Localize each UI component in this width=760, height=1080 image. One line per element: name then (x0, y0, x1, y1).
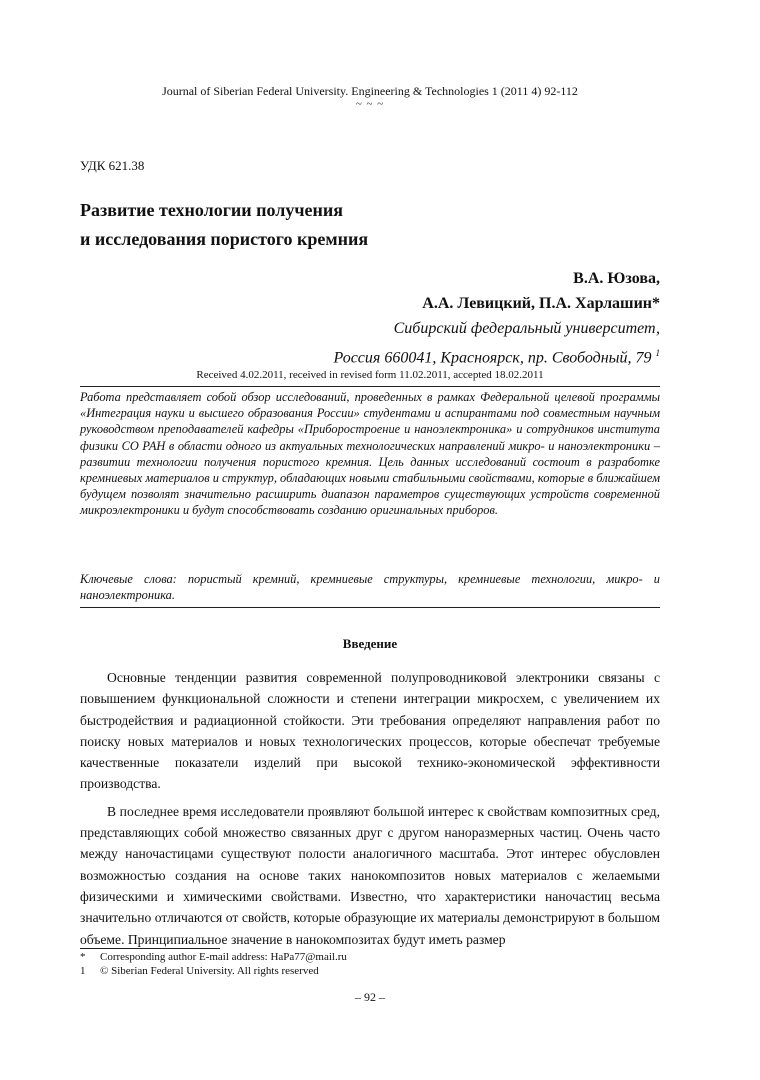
abstract-bottom-rule (80, 607, 660, 608)
affiliation-address: Россия 660041, Красноярск, пр. Свободный, 79 (333, 349, 652, 367)
affiliation-line-2 (334, 341, 661, 370)
abstract: Работа представляет собой обзор исследований, проведенных в рамках Федеральной целевой программы «Интеграция науки и высшего образования России» студентами и аспирантами под совместным научным руководством преподавателей кафедры «Приборостроение и наноэлектроника» и сотрудников института физики СО РАН в области одного из актуальных технологических направлений микро- и наноэлектроники – развитии технологии получения пористого кремния. Цель данных исследований состоит в разработке кремниевых материалов и структур, обладающих новыми стабильными свойствами, которые в ближайшем будущем позволят значительно расширить диапазон параметров существующих устройств современной микроэлектроники и будут способствовать созданию оригинальных приборов. (80, 390, 660, 518)
abstract-top-rule (80, 386, 660, 387)
udk-code: УДК 621.38 (80, 158, 145, 173)
footnotes (80, 951, 347, 978)
affiliation-line-1: Сибирский федеральный университет, (393, 320, 660, 337)
authors-block (334, 266, 661, 370)
title-line-2: и исследования пористого кремния (80, 229, 369, 249)
section-title: Введение (342, 636, 398, 651)
paragraph: Основные тенденции развития современной полупроводниковой электроники связаны с повышением функциональной сложности и степени интеграции микросхем, с увеличением их быстродействия и радиационной стойкости. Эти требования определяют направления работ по поиску новых материалов и новых технологических процессов, которые обеспечат требуемые качественные показатели изделий при высокой технико-экономической эффективности производства. (80, 670, 660, 792)
title-line-1: Развитие технологии получения (80, 200, 343, 220)
footnote-text: © Siberian Federal University. All rights reserved (100, 964, 319, 977)
body-text (80, 667, 660, 956)
footnote (80, 965, 347, 979)
footnote-text: Corresponding author E-mail address: HaPa77@mail.ru (100, 951, 347, 963)
authors-line-1: В.А. Юзова, (573, 270, 660, 287)
received-dates: Received 4.02.2011, received in revised form 11.02.2011, accepted 18.02.2011 (196, 369, 544, 381)
footnote-mark: * (80, 951, 86, 963)
paragraph: В последнее время исследователи проявляют большой интерес к свойствам композитных сред, представляющих собой множество связанных друг с другом наноразмерных частиц. Очень часто между наночастицами существуют полости аналогичного масштаба. Этот интерес обусловлен возможностью создания на основе таких нанокомпозитов новых материалов с желаемыми физическими и химическими свойствами. Известно, что характеристики наночастиц весьма значительно отличаются от свойств, которые образующие их материалы демонстрируют в большом объеме. Принципиальное значение в нанокомпозитах будут иметь размер (80, 803, 660, 947)
affiliation-footnote-mark: 1 (655, 348, 660, 358)
authors-line-2: А.А. Левицкий, П.А. Харлашин* (422, 295, 660, 312)
page-number: – 92 – (355, 990, 385, 1004)
header-separator: ~ ~ ~ (355, 98, 385, 110)
paper-title (80, 196, 368, 254)
footnote (80, 951, 347, 965)
journal-header: Journal of Siberian Federal University. Engineering & Technologies 1 (2011 4) 92-112 (162, 84, 578, 98)
footnote-rule (80, 948, 220, 949)
footnote-mark: 1 (80, 964, 86, 977)
keywords: Ключевые слова: пористый кремний, кремниевые структуры, кремниевые технологии, микро- и наноэлектроника. (80, 572, 660, 603)
